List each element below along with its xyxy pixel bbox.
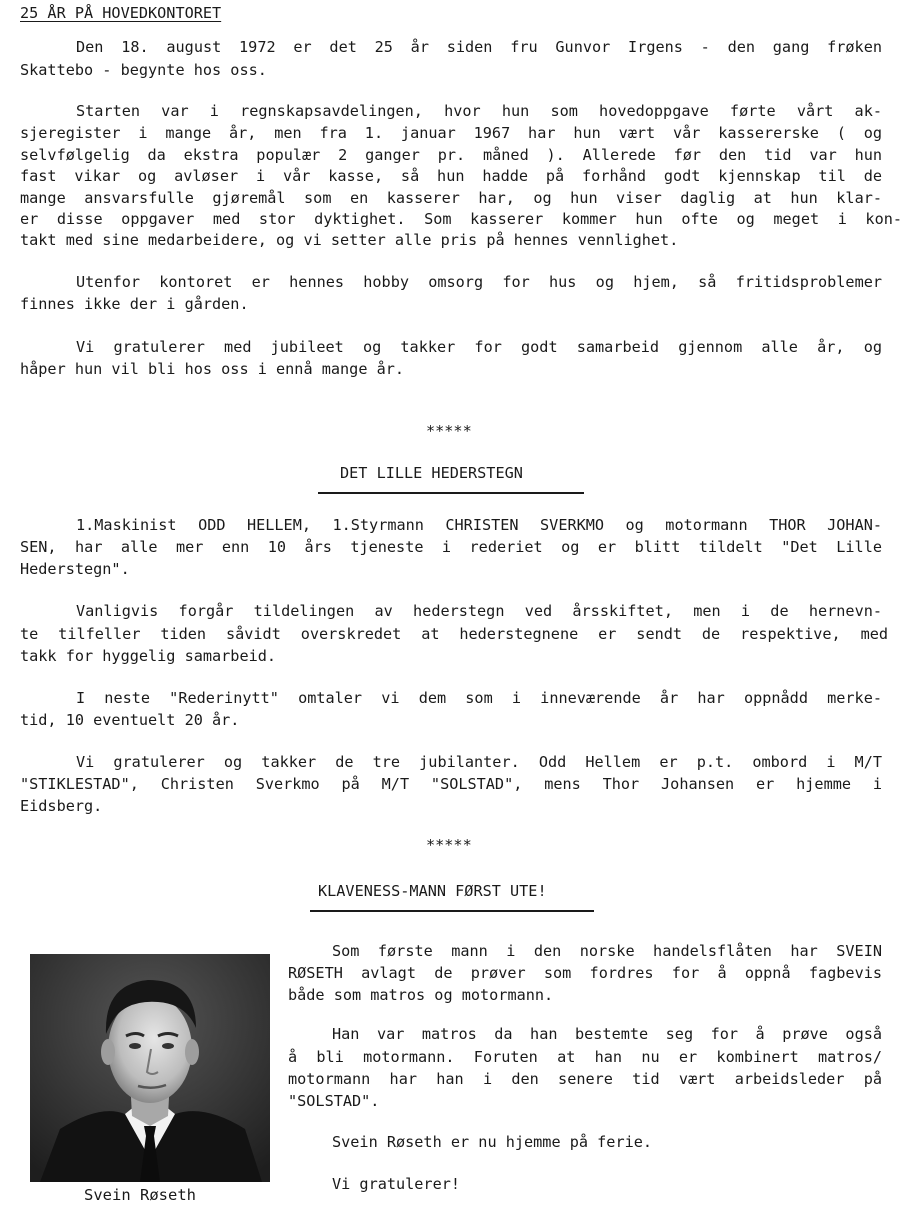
honor-paragraph-3-line-1: I neste "Rederinytt" omtaler vi dem som i inneværende år har oppnådd merke- — [76, 689, 882, 707]
honor-paragraph-3-line-2: tid, 10 eventuelt 20 år. — [20, 711, 240, 729]
anniversary-paragraph-2-line-5: mange ansvarsfulle gjøremål som en kasserer har, og hun viser daglig at hun klar- — [20, 189, 882, 207]
klaveness-paragraph-1-line-2: RØSETH avlagt de prøver som fordres for å oppnå fagbevis — [288, 964, 882, 982]
separator-asterisks: ***** — [426, 836, 472, 854]
anniversary-paragraph-2-line-4: fast vikar og avløser i vår kasse, så hun hadde på forhånd godt kjennskap til de — [20, 167, 882, 185]
separator-asterisks: ***** — [426, 422, 472, 440]
section-heading-klaveness: KLAVENESS-MANN FØRST UTE! — [318, 882, 547, 900]
anniversary-paragraph-3-line-1: Utenfor kontoret er hennes hobby omsorg for hus og hjem, så fritidsproblemer — [76, 273, 882, 291]
honor-paragraph-2-line-3: takk for hyggelig samarbeid. — [20, 647, 277, 665]
klaveness-paragraph-1-line-1: Som første mann i den norske handelsflåten har SVEIN — [332, 942, 882, 960]
anniversary-paragraph-3-line-2: finnes ikke der i gården. — [20, 295, 249, 313]
klaveness-paragraph-3: Svein Røseth er nu hjemme på ferie. — [332, 1133, 653, 1151]
anniversary-paragraph-2-line-1: Starten var i regnskapsavdelingen, hvor hun som hovedoppgave førte vårt ak- — [76, 102, 882, 120]
honor-paragraph-1-line-1: 1.Maskinist ODD HELLEM, 1.Styrmann CHRISTEN SVERKMO og motormann THOR JOHAN- — [76, 516, 882, 534]
honor-paragraph-1-line-3: Hederstegn". — [20, 560, 130, 578]
honor-paragraph-1-line-2: SEN, har alle mer enn 10 års tjeneste i rederiet og er blitt tildelt "Det Lille — [20, 538, 882, 556]
section-heading-anniversary: 25 ÅR PÅ HOVEDKONTORET — [20, 4, 222, 22]
anniversary-paragraph-4-line-1: Vi gratulerer med jubileet og takker for godt samarbeid gjennom alle år, og — [76, 338, 882, 356]
honor-paragraph-4-line-1: Vi gratulerer og takker de tre jubilanter. Odd Hellem er p.t. ombord i M/T — [76, 753, 882, 771]
honor-paragraph-4-line-3: Eidsberg. — [20, 797, 103, 815]
honor-paragraph-4-line-2: "STIKLESTAD", Christen Sverkmo på M/T "SOLSTAD", mens Thor Johansen er hjemme i — [20, 775, 882, 793]
honor-paragraph-2-line-2: te tilfeller tiden såvidt overskredet at hederstegnene er sendt de respektive, med — [20, 625, 888, 643]
klaveness-paragraph-4: Vi gratulerer! — [332, 1175, 461, 1193]
portrait-illustration — [30, 954, 270, 1182]
anniversary-paragraph-1-line-1: Den 18. august 1972 er det 25 år siden fru Gunvor Irgens - den gang frøken — [76, 38, 882, 56]
anniversary-paragraph-2-line-2: sjeregister i mange år, men fra 1. januar 1967 har hun vært vår kassererske ( og — [20, 124, 882, 142]
klaveness-paragraph-2-line-4: "SOLSTAD". — [288, 1092, 380, 1110]
heading-underline — [310, 910, 594, 912]
klaveness-paragraph-1-line-3: både som matros og motormann. — [288, 986, 554, 1004]
honor-paragraph-2-line-1: Vanligvis forgår tildelingen av hederstegn ved årsskiftet, men i de hernevn- — [76, 602, 882, 620]
heading-underline — [318, 492, 584, 494]
photo-caption: Svein Røseth — [84, 1186, 196, 1204]
klaveness-paragraph-2-line-1: Han var matros da han bestemte seg for å prøve også — [332, 1025, 882, 1043]
klaveness-paragraph-2-line-2: å bli motormann. Foruten at han nu er kombinert matros/ — [288, 1048, 882, 1066]
anniversary-paragraph-2-line-3: selvfølgelig da ekstra populær 2 ganger pr. måned ). Allerede før den tid var hun — [20, 146, 882, 164]
anniversary-paragraph-2-line-6: er disse oppgaver med stor dyktighet. Som kasserer kommer hun ofte og meget i kon- — [20, 210, 902, 228]
portrait-photo — [30, 954, 270, 1182]
klaveness-paragraph-2-line-3: motormann har han i den senere tid vært arbeidsleder på — [288, 1070, 882, 1088]
anniversary-paragraph-2-line-7: takt med sine medarbeidere, og vi setter alle pris på hennes vennlighet. — [20, 231, 679, 249]
anniversary-paragraph-4-line-2: håper hun vil bli hos oss i ennå mange år. — [20, 360, 405, 378]
section-heading-honor-badge: DET LILLE HEDERSTEGN — [340, 464, 523, 482]
anniversary-paragraph-1-line-2: Skattebo - begynte hos oss. — [20, 61, 267, 79]
